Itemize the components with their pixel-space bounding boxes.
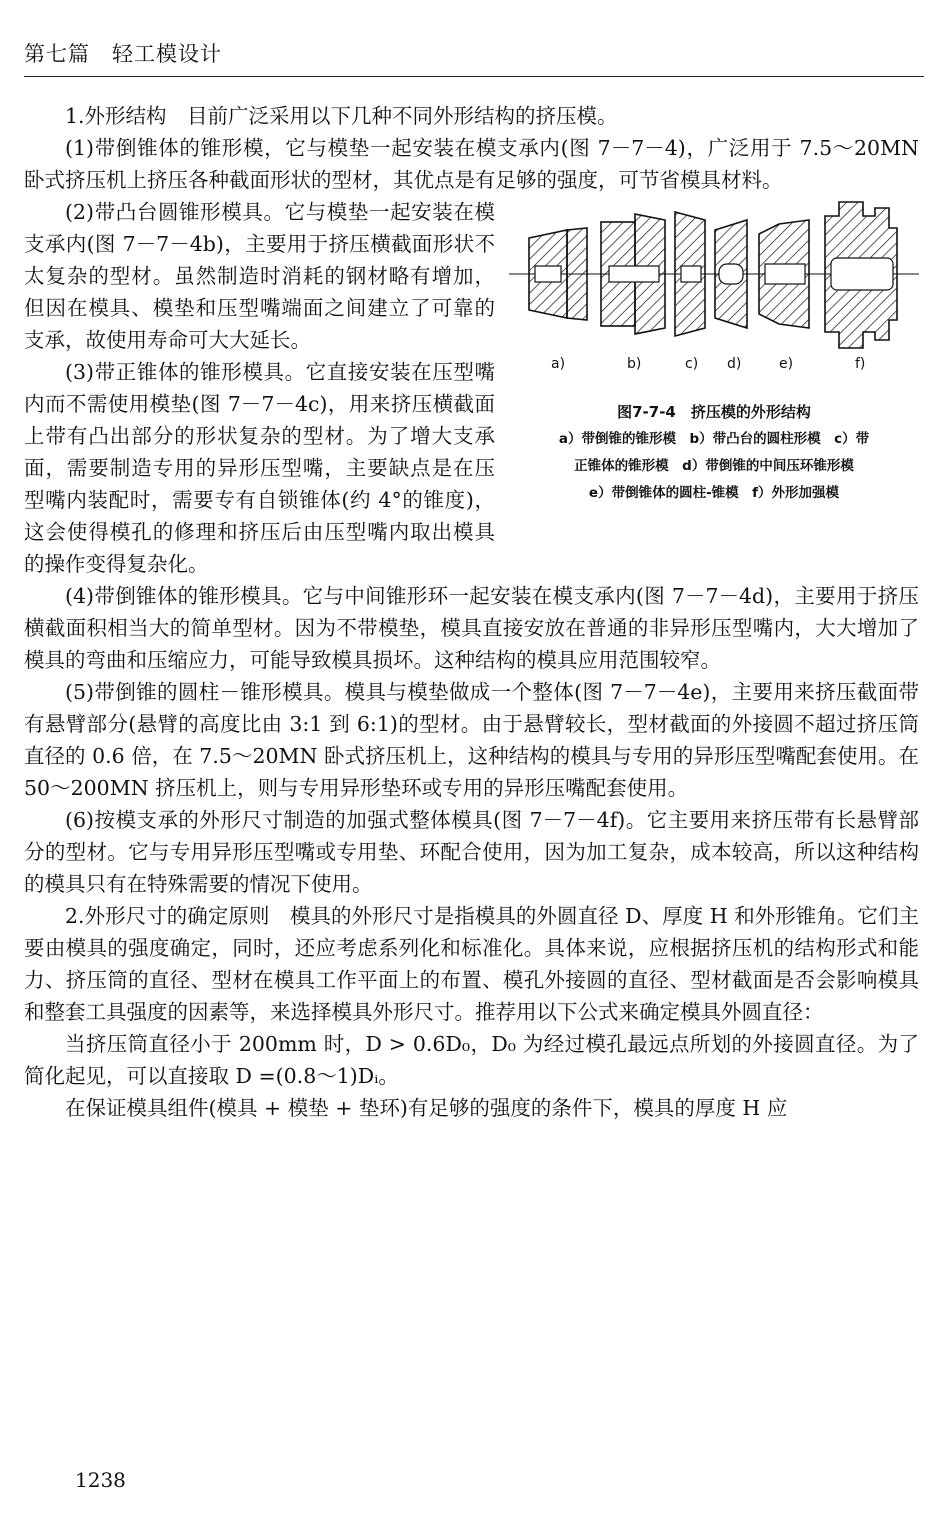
sub-caption-line-3: e）带倒锥体的圆柱-锥模 f）外形加强模 [588,485,840,501]
die-shape-d [715,220,747,328]
paragraph-5: (4)带倒锥体的锥形模具。它与中间锥形环一起安装在模支承内(图 7－7－4d)，主要用于挤压横截面积相当大的简单型材。因为不带模垫，模具直接安放在普通的非异形压型嘴内，大大增加了模具的弯曲和压缩应力，可能导致模具损坏。这种结构的模具应用范围较窄。 [24,584,919,672]
label-b: b) [627,356,642,372]
paragraph-6: (5)带倒锥的圆柱－锥形模具。模具与模垫做成一个整体(图 7－7－4e)，主要用来挤压截面带有悬臂部分(悬臂的高度比由 3:1 到 6:1)的型材。由于悬臂较长，型材截面的外接圆不超过挤压筒直径的 0.6 倍，在 7.5～20MN 卧式挤压机上，这种结构的模具与专用的异形压型嘴配套使用。在 50～200MN 挤压机上，则与专用异形垫环或专用的异形压嘴配套使用。 [24,680,919,800]
body-text [24,100,919,1124]
sub-caption-line-1: a）带倒锥的锥形模 b）带凸台的圆柱形模 c）带 [558,431,870,447]
die-shape-a [529,228,587,320]
die-shape-b [601,214,665,334]
figure-caption: 图7-7-4 挤压模的外形结构 [617,403,811,421]
die-shapes-diagram [509,200,919,350]
paragraph-7: (6)按模支承的外形尺寸制造的加强式整体模具(图 7－7－4f)。它主要用来挤压带有长悬臂部分的型材。它与专用异形压型嘴或专用垫、环配合使用，因为加工复杂，成本较高，所以这种结构的模具只有在特殊需要的情况下使用。 [24,808,919,896]
label-a: a) [551,356,566,372]
paragraph-2: (1)带倒锥体的锥形模，它与模垫一起安装在模支承内(图 7－7－4)，广泛用于 7.5～20MN 卧式挤压机上挤压各种截面形状的型材，其优点是有足够的强度，可节省模具材料。 [24,136,919,192]
header-title: 第七篇 轻工模设计 [24,42,222,66]
page-number: 1238 [75,1468,126,1492]
label-e: e) [779,356,794,372]
figure-part-labels [509,348,919,376]
paragraph-10: 在保证模具组件(模具 + 模垫 + 垫环)有足够的强度的条件下，模具的厚度 H 应 [65,1096,788,1120]
paragraph-4: (3)带正锥体的锥形模具。它直接安装在压型嘴内而不需使用模垫(图 7－7－4c)，用来挤压横截面上带有凸出部分的形状复杂的型材。为了增大支承面，需要制造专用的异形压型嘴，主要缺点是在压型嘴内装配时，需要专有自锁锥体(约 4°的锥度)，这会使得模孔的修理和挤压后由压型嘴内取出模具的操作变得复杂化。 [24,360,495,576]
figure-7-7-4 [509,200,919,536]
paragraph-8: 2.外形尺寸的确定原则 模具的外形尺寸是指模具的外圆直径 D、厚度 H 和外形锥角。它们主要由模具的强度确定，同时，还应考虑系列化和标准化。具体来说，应根据挤压机的结构形式和能力、挤压筒的直径、型材在模具工作平面上的布置、模孔外接圆的直径、型材截面是否会影响模具和整套工具强度的因素等，来选择模具外形尺寸。推荐用以下公式来确定模具外圆直径： [24,904,919,1024]
die-shape-f [825,202,897,348]
page-header [24,38,924,77]
label-f: f) [855,356,866,372]
sub-caption-line-2: 正锥体的锥形模 d）带倒锥的中间压环锥形模 [574,458,854,474]
paragraph-1: 1.外形结构 目前广泛采用以下几种不同外形结构的挤压模。 [65,104,618,128]
figure-sub-caption [509,426,919,507]
die-shape-e [759,220,809,328]
die-shape-c [675,212,705,336]
paragraph-9: 当挤压筒直径小于 200mm 时，D > 0.6D₀，D₀ 为经过模孔最远点所划的外接圆直径。为了简化起见，可以直接取 D =(0.8～1)Dᵢ。 [24,1032,919,1088]
label-c: c) [685,356,699,372]
label-d: d) [727,356,742,372]
paragraph-3: (2)带凸台圆锥形模具。它与模垫一起安装在模支承内(图 7－7－4b)，主要用于挤压横截面形状不太复杂的型材。虽然制造时消耗的钢材略有增加，但因在模具、模垫和压型嘴端面之间建立了可靠的支承，故使用寿命可大大延长。 [24,200,495,352]
